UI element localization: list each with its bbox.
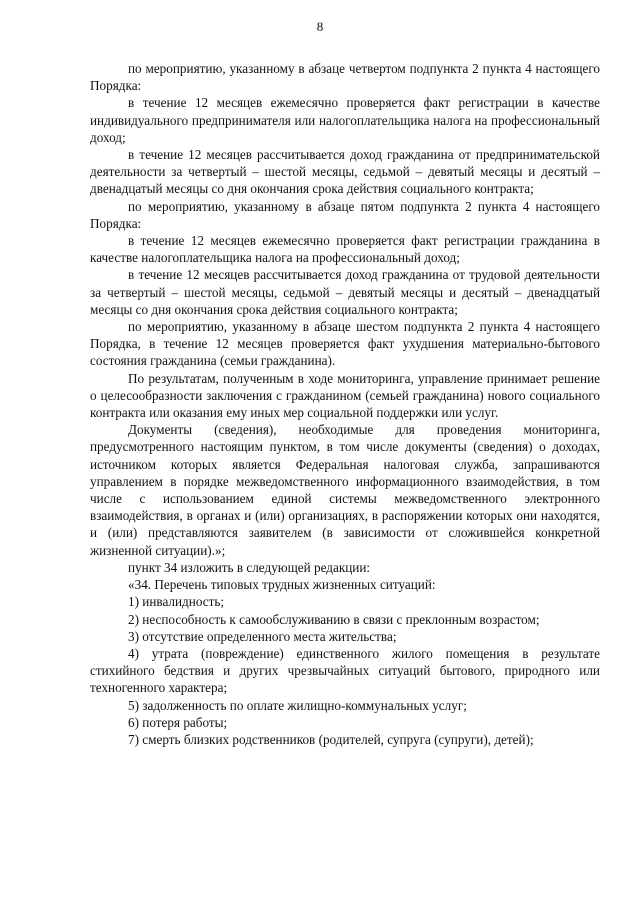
paragraph: в течение 12 месяцев ежемесячно проверяется факт регистрации в качестве индивидуального предпринимателя или налогоплательщика налога на профессиональный доход; [90, 95, 600, 145]
paragraph: По результатам, полученным в ходе мониторинга, управление принимает решение о целесообразности заключения с гражданином (семьей гражданина) нового социального контракта или оказания ему иных мер социальной поддержки или услуг. [90, 370, 600, 421]
list-item: 4) утрата (повреждение) единственного жилого помещения в результате стихийного бедствия и других чрезвычайных ситуаций бытового, природного или техногенного характера; [90, 645, 600, 696]
list-item: 6) потеря работы; [128, 714, 228, 730]
paragraph: по мероприятию, указанному в абзаце четвертом подпункта 2 пункта 4 настоящего Порядка: [90, 61, 600, 94]
list-item: 5) задолженность по оплате жилищно-коммунальных услуг; [128, 697, 467, 713]
paragraph: в течение 12 месяцев рассчитывается доход гражданина от трудовой деятельности за четвертый – шестой месяцы, седьмой – девятый месяцы и десятый – двенадцатый месяцы со дня окончания срока действия социального контракта; [90, 267, 600, 317]
paragraph: в течение 12 месяцев рассчитывается доход гражданина от предпринимательской деятельности за четвертый – шестой месяцы, седьмой – девятый месяцы и десятый – двенадцатый месяцы со дня окончания срока действия социального контракта; [90, 147, 600, 197]
list-heading: «34. Перечень типовых трудных жизненных ситуаций: [128, 577, 436, 593]
list-item: 3) отсутствие определенного места жительства; [128, 628, 397, 644]
list-item: 1) инвалидность; [128, 594, 225, 610]
paragraph: по мероприятию, указанному в абзаце пятом подпункта 2 пункта 4 настоящего Порядка: [90, 198, 600, 231]
document-body [90, 60, 600, 748]
paragraph: в течение 12 месяцев ежемесячно проверяется факт регистрации гражданина в качестве налогоплательщика налога на профессиональный доход; [90, 233, 600, 266]
list-item: 2) неспособность к самообслуживанию в связи с преклонным возрастом; [128, 611, 540, 627]
paragraph: пункт 34 изложить в следующей редакции: [128, 559, 371, 575]
paragraph: по мероприятию, указанному в абзаце шестом подпункта 2 пункта 4 настоящего Порядка, в течение 12 месяцев проверяется факт ухудшения материально-бытового состояния гражданина (семьи гражданина). [90, 319, 600, 369]
page-number: 8 [316, 19, 324, 34]
paragraph: Документы (сведения), необходимые для проведения мониторинга, предусмотренного настоящим пунктом, в том числе документы (сведения) о доходах, источником которых является Федеральная налоговая служба, запрашиваются управлением в порядке межведомственного информационного взаимодействия, в том числе с использованием единой системы межведомственного электронного взаимодействия, в органах и (или) организациях, в распоряжении которых они находятся, и (или) представляются заявителем (в зависимости от сложившейся конкретной жизненной ситуации).»; [90, 422, 600, 558]
list-item: 7) смерть близких родственников (родителей, супруга (супруги), детей); [128, 731, 534, 747]
